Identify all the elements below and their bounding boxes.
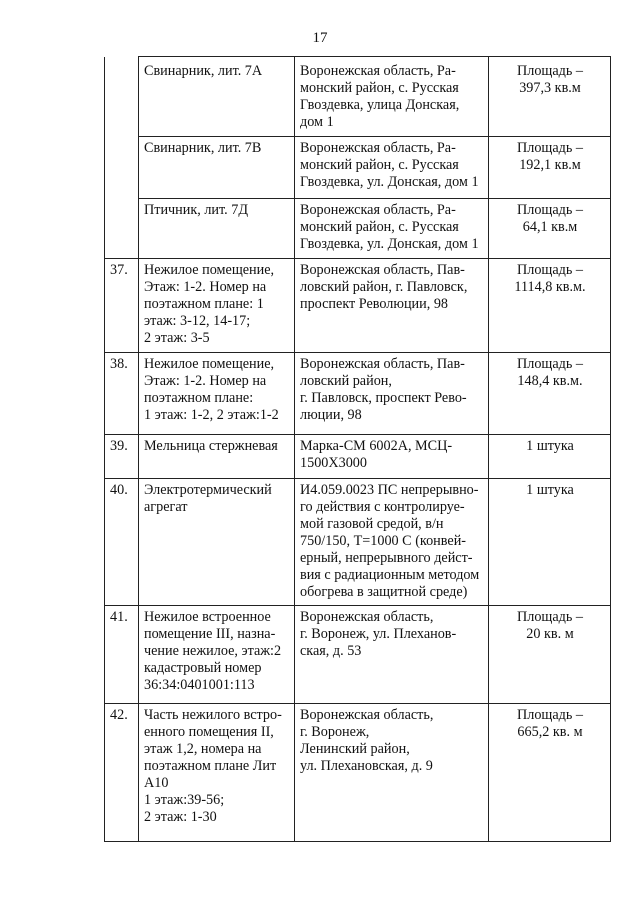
item-address: Воронежская область, Ра- монский район, с. Русская Гвоздевка, ул. Донская, дом 1	[295, 199, 489, 259]
item-name: Нежилое помещение, Этаж: 1-2. Номер на поэтажном плане: 1 этаж: 3-12, 14-17; 2 этаж: 3-5	[139, 259, 295, 353]
table-row	[105, 704, 611, 842]
item-address: Воронежская область, г. Воронеж, Ленинский район, ул. Плехановская, д. 9	[295, 704, 489, 842]
row-number	[105, 199, 139, 259]
row-number: 37.	[105, 259, 139, 353]
item-value: Площадь – 665,2 кв. м	[489, 704, 611, 842]
item-address: Воронежская область, Ра- монский район, с. Русская Гвоздевка, улица Донская, дом 1	[295, 57, 489, 137]
item-name: Нежилое помещение, Этаж: 1-2. Номер на поэтажном плане: 1 этаж: 1-2, 2 этаж:1-2	[139, 353, 295, 435]
table-row	[105, 435, 611, 479]
item-address: Воронежская область, г. Воронеж, ул. Плеханов- ская, д. 53	[295, 606, 489, 704]
item-address: Воронежская область, Пав- ловский район, г. Павловск, проспект Рево- люции, 98	[295, 353, 489, 435]
row-number	[105, 137, 139, 199]
table-row	[105, 606, 611, 704]
item-address: И4.059.0023 ПС непрерывно- го действия с контролируе- мой газовой средой, в/н 750/150, Т=1000 С (конвей- ерный, непрерывного дейст- вия с радиационным методом обогрева в защитной среде)	[295, 479, 489, 606]
item-name: Свинарник, лит. 7А	[139, 57, 295, 137]
item-address: Марка-СМ 6002А, МСЦ- 1500Х3000	[295, 435, 489, 479]
page-number: 17	[312, 30, 328, 46]
property-table	[104, 56, 611, 842]
item-address: Воронежская область, Пав- ловский район, г. Павловск, проспект Революции, 98	[295, 259, 489, 353]
row-number	[105, 57, 139, 137]
table-row	[105, 353, 611, 435]
item-name: Электротермический агрегат	[139, 479, 295, 606]
item-value: 1 штука	[489, 435, 611, 479]
row-number: 42.	[105, 704, 139, 842]
row-number: 39.	[105, 435, 139, 479]
item-name: Часть нежилого встро- енного помещения II, этаж 1,2, номера на поэтажном плане Лит А10 1 этаж:39-56; 2 этаж: 1-30	[139, 704, 295, 842]
row-number: 40.	[105, 479, 139, 606]
row-number: 41.	[105, 606, 139, 704]
item-address: Воронежская область, Ра- монский район, с. Русская Гвоздевка, ул. Донская, дом 1	[295, 137, 489, 199]
table-row	[105, 479, 611, 606]
item-value: Площадь – 64,1 кв.м	[489, 199, 611, 259]
item-value: Площадь – 1114,8 кв.м.	[489, 259, 611, 353]
item-value: Площадь – 192,1 кв.м	[489, 137, 611, 199]
item-value: Площадь – 397,3 кв.м	[489, 57, 611, 137]
row-number: 38.	[105, 353, 139, 435]
item-name: Нежилое встроенное помещение III, назна- чение нежилое, этаж:2 кадастровый номер 36:34:0401001:113	[139, 606, 295, 704]
item-value: Площадь – 148,4 кв.м.	[489, 353, 611, 435]
table-row	[105, 137, 611, 199]
item-name: Свинарник, лит. 7В	[139, 137, 295, 199]
item-value: 1 штука	[489, 479, 611, 606]
item-name: Мельница стержневая	[139, 435, 295, 479]
table-row	[105, 57, 611, 137]
table-row	[105, 259, 611, 353]
table-row	[105, 199, 611, 259]
item-name: Птичник, лит. 7Д	[139, 199, 295, 259]
item-value: Площадь – 20 кв. м	[489, 606, 611, 704]
